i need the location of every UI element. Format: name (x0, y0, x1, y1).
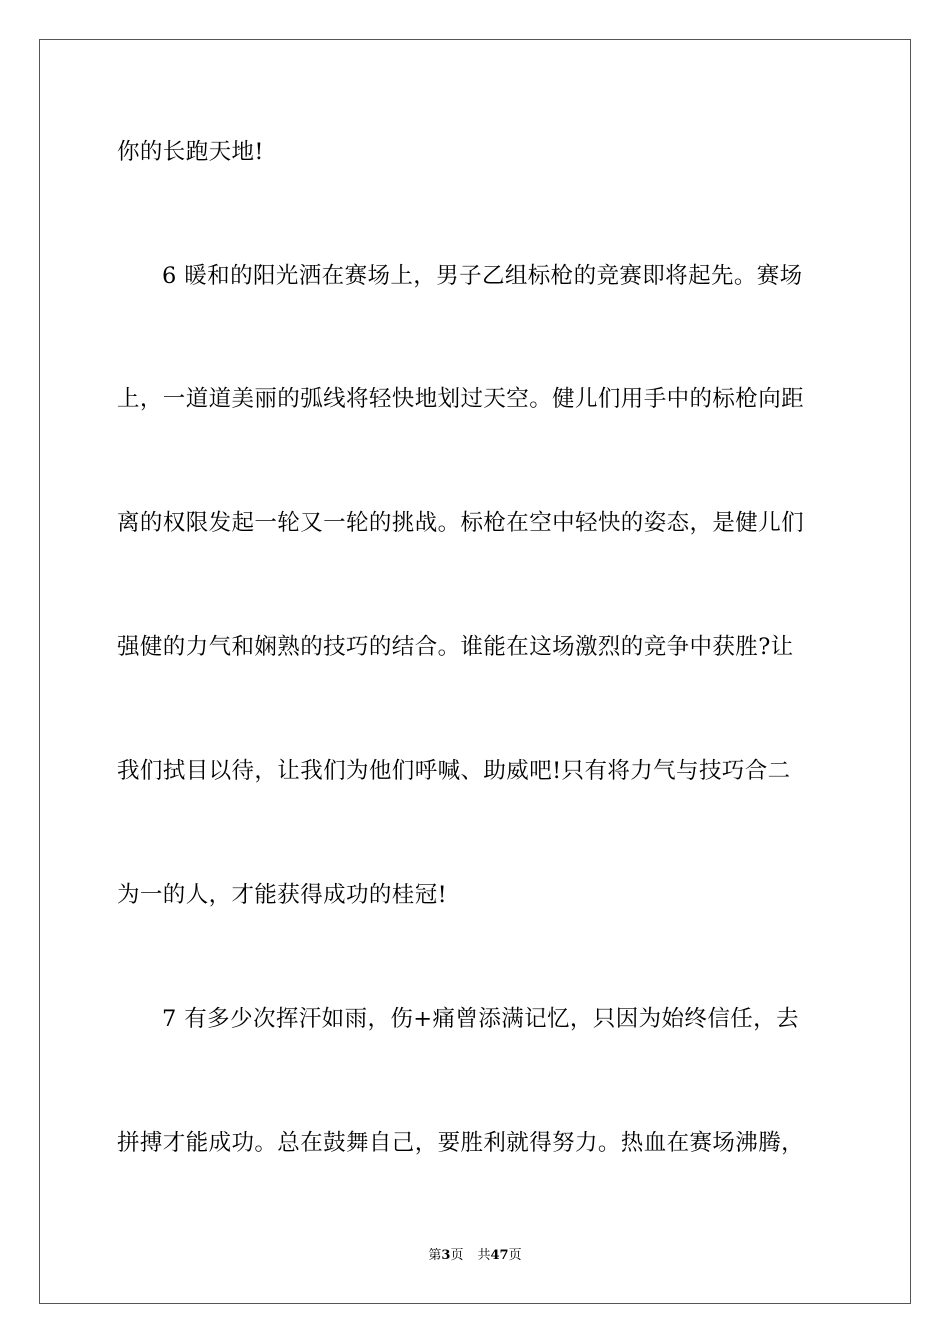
text-line-6: 我们拭目以待，让我们为他们呼喊、助威吧!只有将力气与技巧合二 (117, 758, 791, 784)
total-prefix: 共 (477, 1248, 491, 1263)
total-suffix: 页 (508, 1248, 522, 1263)
text-line-3: 上，一道道美丽的弧线将轻快地划过天空。健儿们用手中的标枪向距 (117, 386, 805, 412)
text-line-5: 强健的力气和娴熟的技巧的结合。谁能在这场激烈的竞争中获胜?让 (117, 634, 794, 660)
total-pages: 47 (490, 1248, 509, 1263)
text-line-2: 6 暖和的阳光洒在赛场上，男子乙组标枪的竞赛即将起先。赛场 (162, 263, 803, 289)
text-line-1: 你的长跑天地! (117, 139, 264, 165)
text-line-4: 离的权限发起一轮又一轮的挑战。标枪在空中轻快的姿态，是健儿们 (117, 510, 805, 536)
page-number: 3 (441, 1248, 451, 1263)
page-prefix: 第 (428, 1248, 442, 1263)
text-line-8: 7 有多少次挥汗如雨，伤+痛曾添满记忆，只因为始终信任，去 (162, 1006, 799, 1032)
page-border (39, 39, 911, 1304)
page-footer (0, 1247, 950, 1265)
page-suffix: 页 (450, 1248, 464, 1263)
text-line-7: 为一的人，才能获得成功的桂冠! (117, 882, 448, 908)
text-line-9: 拼搏才能成功。总在鼓舞自己，要胜利就得努力。热血在赛场沸腾， (117, 1130, 805, 1156)
